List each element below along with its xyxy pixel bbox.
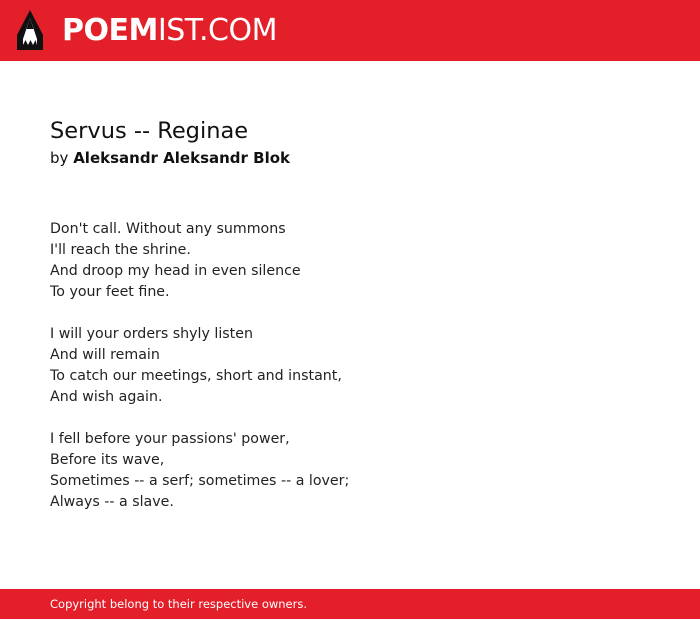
poem-line: Don't call. Without any summons: [50, 221, 286, 237]
poem-line: I'll reach the shrine.: [50, 242, 191, 258]
stanza: [50, 219, 650, 303]
poem-line: And droop my head in even silence: [50, 263, 301, 279]
pencil-icon: [16, 9, 44, 51]
poem-body: [50, 219, 650, 534]
copyright-text: Copyright belong to their respective owners.: [50, 597, 308, 611]
poem-line: And wish again.: [50, 389, 163, 405]
poem-line: I fell before your passions' power,: [50, 431, 290, 447]
poem-line: I will your orders shyly listen: [50, 326, 253, 342]
poem-title: Servus -- Reginae: [50, 118, 249, 144]
poem-line: Before its wave,: [50, 452, 165, 468]
brand-name-light: IST.COM: [157, 13, 277, 48]
poem-line: To your feet fine.: [50, 284, 170, 300]
stanza: [50, 324, 650, 408]
site-footer: [0, 589, 700, 619]
poem-byline: [50, 148, 290, 168]
site-header: [0, 0, 700, 61]
author-name: Aleksandr Aleksandr Blok: [73, 149, 291, 167]
poem-line: And will remain: [50, 347, 160, 363]
stanza: [50, 429, 650, 513]
poem-line: Sometimes -- a serf; sometimes -- a lover;: [50, 473, 350, 489]
brand-logo-link[interactable]: [62, 11, 277, 51]
by-label: by: [50, 149, 69, 167]
poem-line: Always -- a slave.: [50, 494, 174, 510]
poem-line: To catch our meetings, short and instant,: [50, 368, 342, 384]
brand-name-bold: POEM: [62, 13, 158, 48]
